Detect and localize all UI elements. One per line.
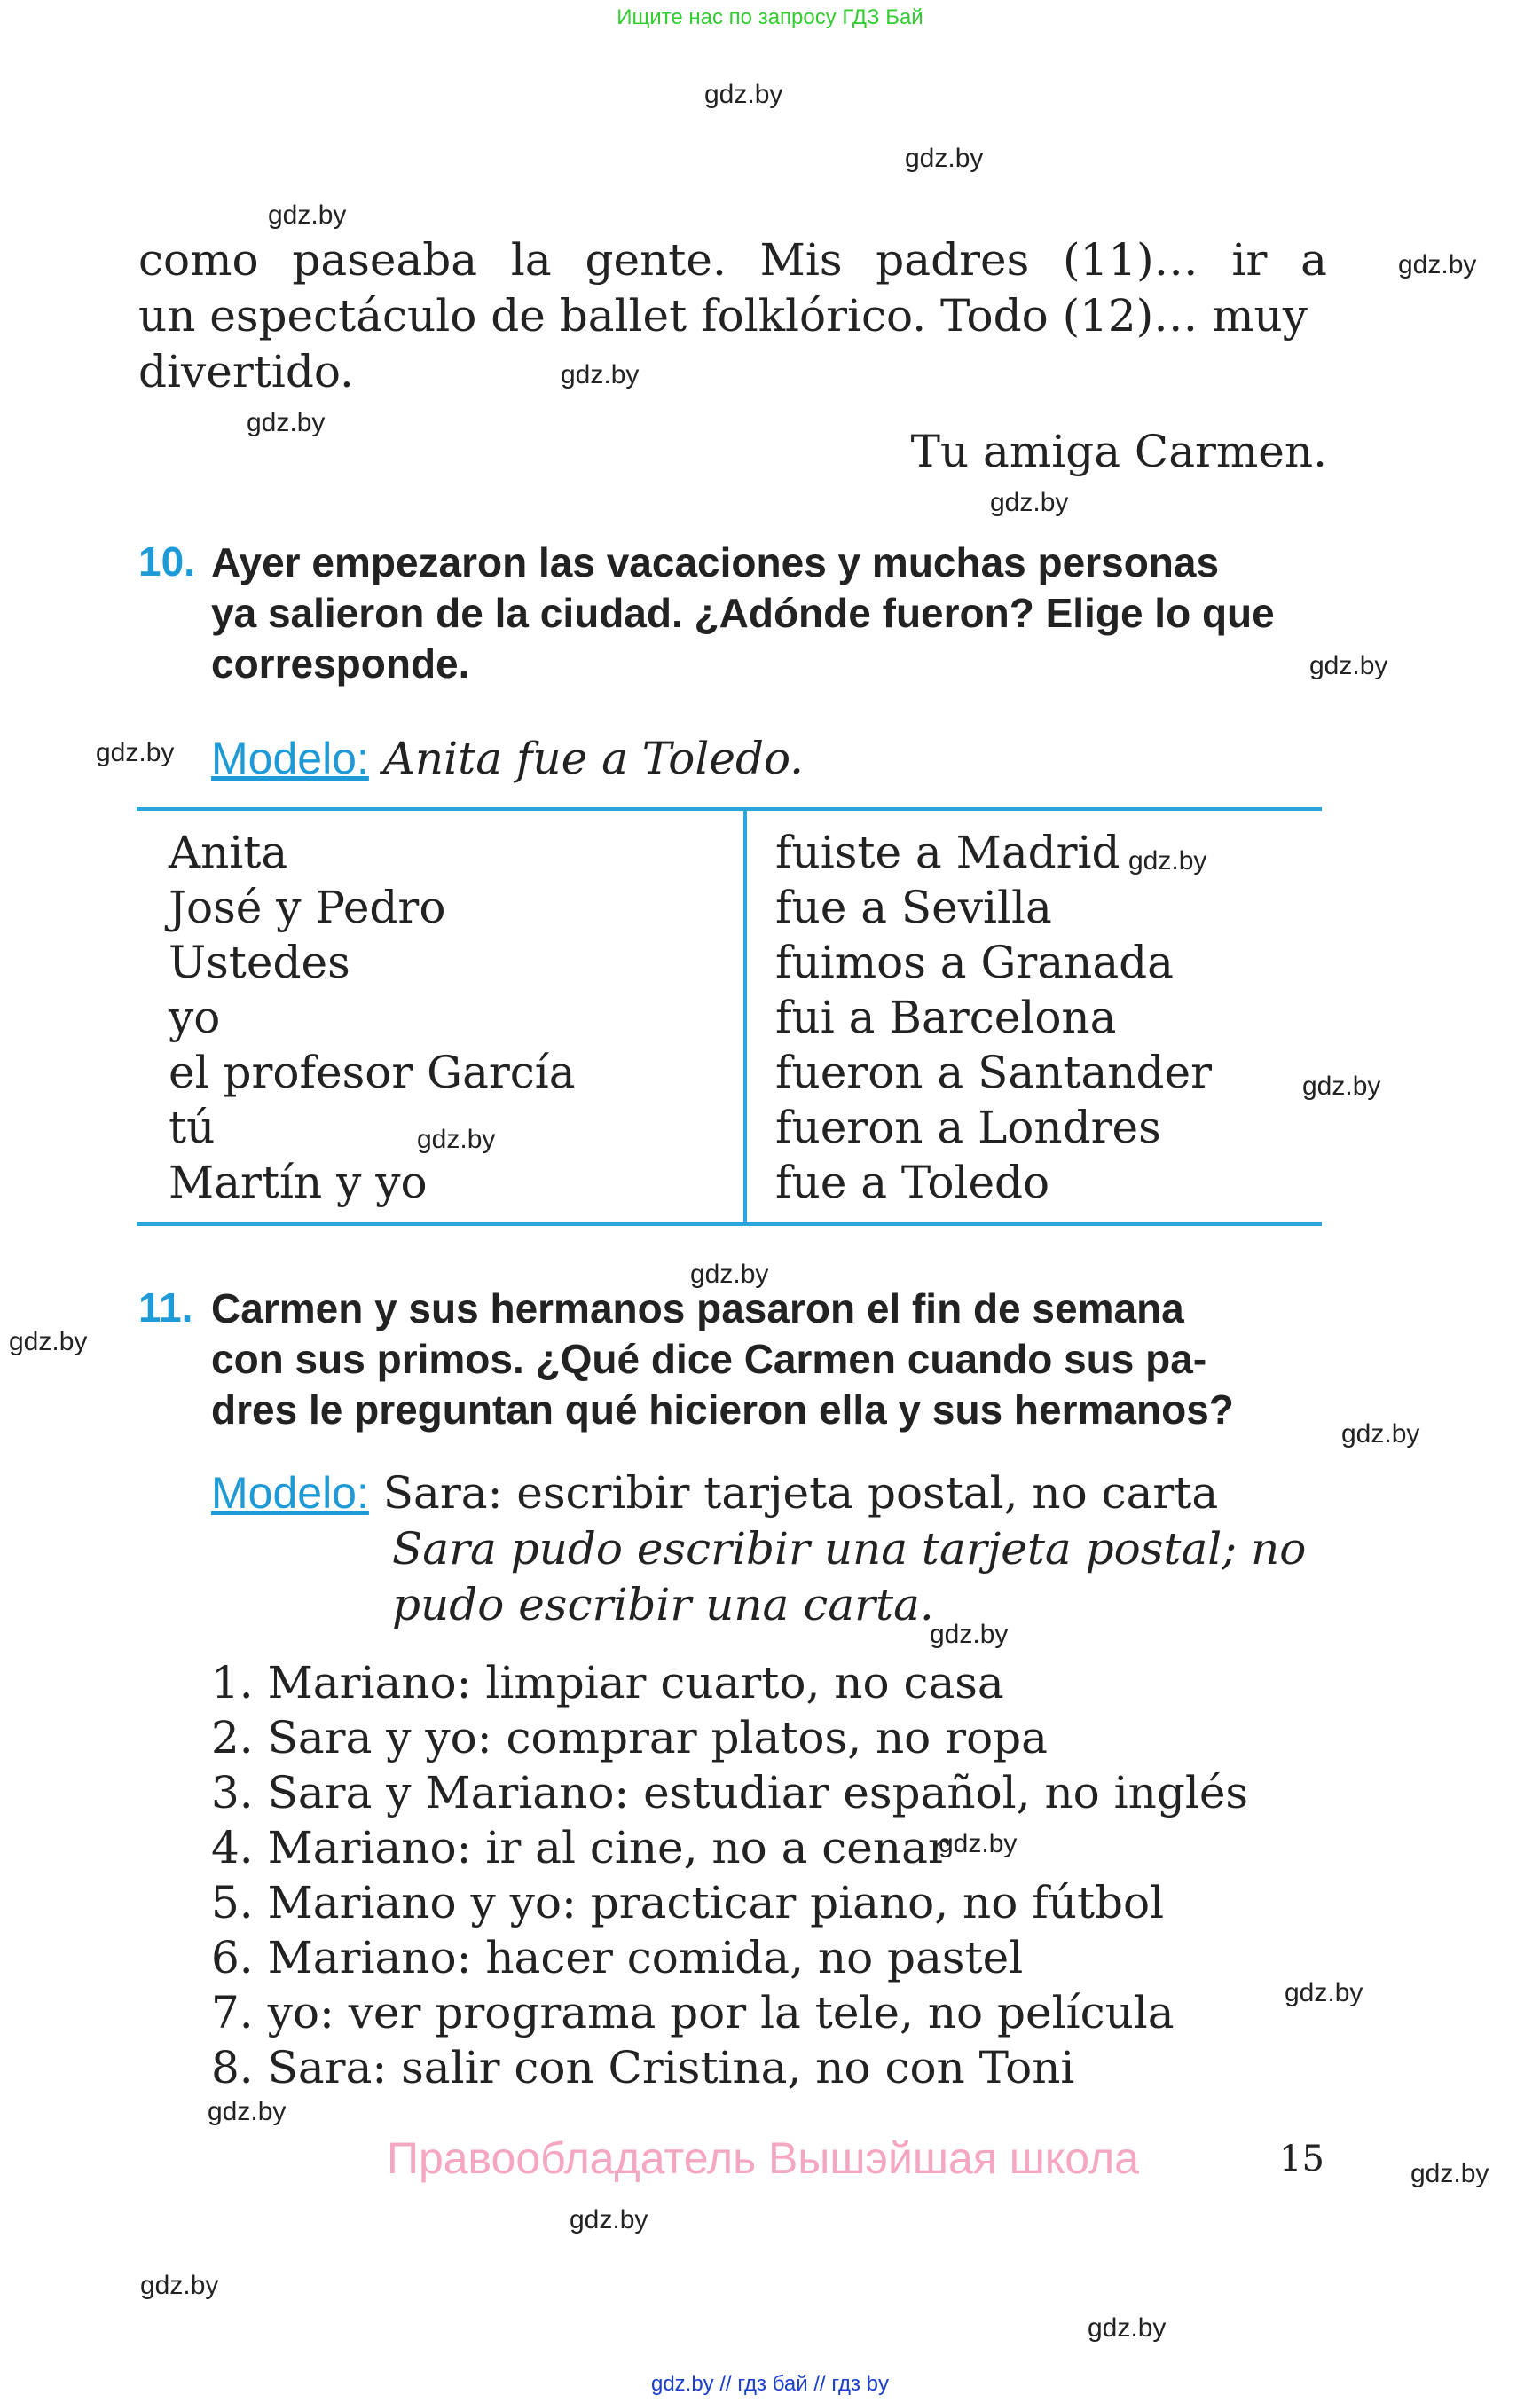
watermark: gdz.by [140,2271,219,2300]
watermark: gdz.by [1088,2313,1167,2343]
exercise-11-modelo [211,1465,1218,1520]
list-item: el profesor García [169,1047,576,1098]
list-item: fue a Toledo [775,1157,1050,1208]
watermark: gdz.by [561,360,640,389]
list-item: José y Pedro [169,882,446,933]
copyright-notice: Правообладатель Вышэйшая школа [387,2133,1139,2183]
table-bottom-rule [137,1222,1322,1226]
exercise-10-line-3: corresponde. [211,640,470,687]
watermark: gdz.by [570,2205,648,2234]
list-item: 5. Mariano y yo: practicar piano, no fútbol [211,1877,1165,1928]
watermark: gdz.by [990,488,1069,517]
list-item: fui a Barcelona [775,992,1117,1043]
modelo-answer-line-2: pudo escribir una carta. [392,1579,934,1630]
watermark: gdz.by [930,1620,1009,1649]
list-item: yo [169,992,221,1043]
letter-line-2: un espectáculo de ballet folklórico. Todo (12)… muy [138,290,1308,342]
modelo-example: Anita fue a Toledo. [382,733,805,784]
list-item: 8. Sara: salir con Cristina, no con Toni [211,2042,1075,2093]
table-divider [743,809,747,1224]
predicate-column [775,825,1212,1210]
watermark: gdz.by [247,408,326,437]
exercise-11-line-3: dres le preguntan qué hicieron ella y sus hermanos? [211,1386,1234,1433]
list-item: Anita [169,827,288,878]
list-item: 3. Sara y Mariano: estudiar español, no inglés [211,1767,1249,1818]
exercise-10-line-1: Ayer empezaron las vacaciones y muchas personas [211,539,1220,585]
watermark: gdz.by [704,80,783,109]
table-top-rule [137,807,1322,811]
watermark: gdz.by [1309,651,1388,680]
list-item: fue a Sevilla [775,882,1052,933]
list-item: 6. Mariano: hacer comida, no pastel [211,1932,1024,1983]
exercise-11-line-2: con sus primos. ¿Qué dice Carmen cuando sus pa- [211,1336,1207,1382]
watermark: gdz.by [1341,1419,1420,1449]
list-item: 4. Mariano: ir al cine, no a cenar [211,1822,949,1873]
subject-column [169,825,576,1210]
watermark: gdz.by [1285,1978,1363,2007]
list-item: fuimos a Granada [775,937,1174,988]
exercise-11-number: 11. [138,1284,193,1331]
letter-line-3: divertido. [138,346,354,397]
letter-signature: Tu amiga Carmen. [910,426,1327,477]
modelo-label: Modelo: [211,1468,369,1518]
page-number: 15 [1279,2139,1324,2179]
list-item: fueron a Santander [775,1047,1212,1098]
modelo-prompt: Sara: escribir tarjeta postal, no carta [382,1467,1219,1519]
watermark: gdz.by [1410,2159,1489,2188]
list-item: fuiste a Madrid [775,827,1120,878]
modelo-label: Modelo: [211,734,369,783]
list-item: fueron a Londres [775,1102,1161,1153]
list-item: tú [169,1102,216,1153]
exercise-11-line-1: Carmen y sus hermanos pasaron el fin de semana [211,1285,1184,1331]
list-item: Ustedes [169,937,350,988]
exercise-11-items [211,1655,1248,2095]
list-item: Martín y yo [169,1157,428,1208]
top-banner: Ищите нас по запросу ГДЗ Бай [617,5,923,29]
modelo-answer-line-1: Sara pudo escribir una tarjeta postal; no [392,1523,1307,1575]
watermark: gdz.by [905,144,984,173]
watermark: gdz.by [690,1260,769,1289]
letter-line-1: como paseaba la gente. Mis padres (11)… ir a [138,234,1327,286]
watermark: gdz.by [1128,846,1207,876]
watermark: gdz.by [9,1327,88,1356]
watermark: gdz.by [208,2097,287,2126]
bottom-banner: gdz.by // гдз бай // гдз by [650,2372,890,2396]
exercise-10-line-2: ya salieron de la ciudad. ¿Adónde fueron? Elige lo que [211,590,1275,636]
exercise-10-modelo [211,731,804,786]
list-item: 2. Sara y yo: comprar platos, no ropa [211,1712,1048,1763]
watermark: gdz.by [1398,250,1477,279]
watermark: gdz.by [417,1125,496,1154]
list-item: 7. yo: ver programa por la tele, no película [211,1987,1175,2038]
watermark: gdz.by [939,1829,1018,1858]
watermark: gdz.by [1302,1072,1381,1101]
list-item: 1. Mariano: limpiar cuarto, no casa [211,1657,1004,1708]
watermark: gdz.by [96,738,175,767]
watermark: gdz.by [268,200,347,230]
exercise-10-number: 10. [138,538,195,585]
